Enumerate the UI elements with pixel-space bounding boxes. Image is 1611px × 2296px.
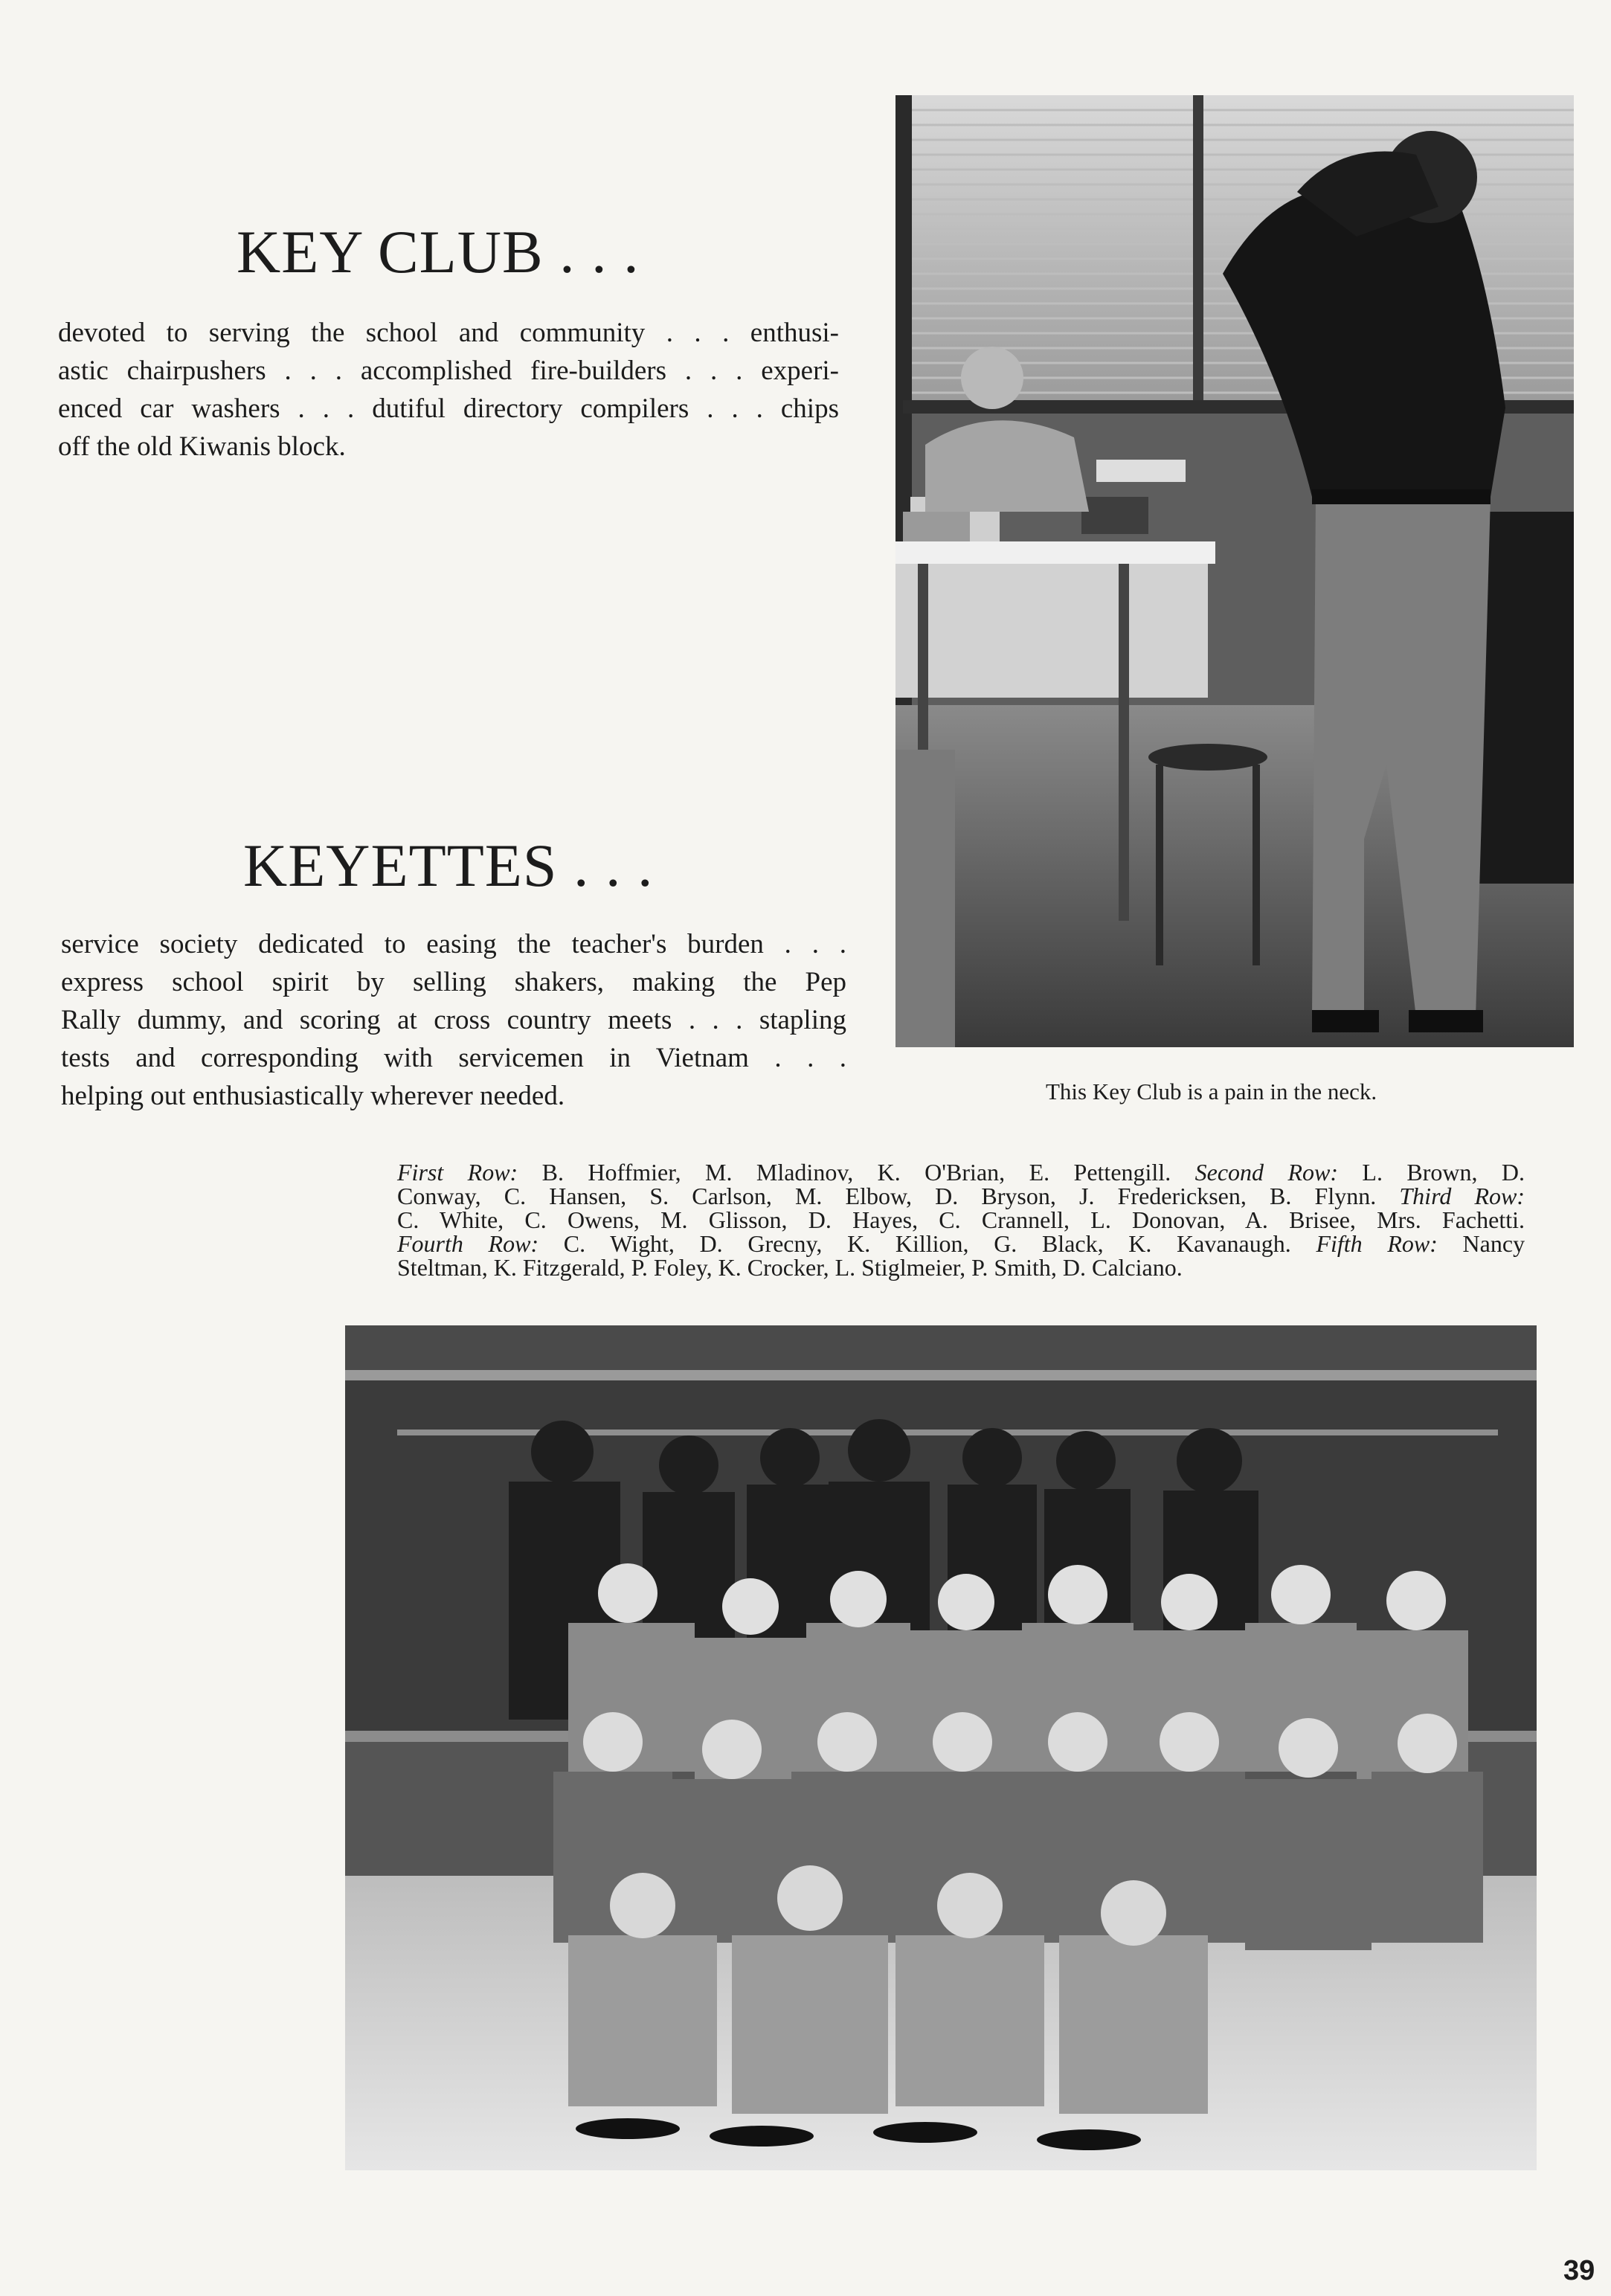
keyettes-line: helping out enthusiastically wherever needed. xyxy=(61,1081,565,1111)
roster-row-label: Second Row: xyxy=(1194,1159,1338,1186)
keyettes-line: Rally dummy, and scoring at cross country meets . . . stapling xyxy=(61,1005,846,1035)
roster-line: C. White, C. Owens, M. Glisson, D. Hayes, C. Crannell, L. Donovan, A. Brisee, Mrs. Fachetti. xyxy=(397,1206,1525,1233)
keyettes-group-photo xyxy=(345,1325,1537,2170)
keyclub-photo-image xyxy=(895,95,1574,1047)
page-number: 39 xyxy=(1563,2255,1595,2286)
roster-line xyxy=(397,1184,1525,1208)
keyettes-line: express school spirit by selling shakers, making the Pep xyxy=(61,967,846,997)
roster-row-label: Third Row: xyxy=(1399,1183,1525,1209)
roster-line xyxy=(397,1160,1525,1184)
keyettes-roster xyxy=(397,1160,1525,1279)
keyclub-line: devoted to serving the school and community . . . enthusi- xyxy=(58,318,839,348)
keyclub-line: enced car washers . . . dutiful directory compilers . . . chips xyxy=(58,393,839,424)
keyclub-photo-caption: This Key Club is a pain in the neck. xyxy=(1046,1078,1377,1104)
roster-line xyxy=(397,1232,1525,1255)
roster-row-label: Fourth Row: xyxy=(397,1230,539,1257)
keyclub-line: off the old Kiwanis block. xyxy=(58,431,346,462)
keyettes-line: service society dedicated to easing the teacher's burden . . . xyxy=(61,929,846,959)
roster-names: B. Hoffmier, M. Mladinov, K. O'Brian, E. Pettengill. xyxy=(541,1159,1171,1186)
roster-row-label: First Row: xyxy=(397,1159,518,1186)
keyettes-heading: KEYETTES . . . xyxy=(243,832,654,899)
keyclub-photo xyxy=(895,95,1574,1047)
keyclub-description xyxy=(58,314,839,466)
keyettes-group-photo-image xyxy=(345,1325,1537,2170)
roster-names: Nancy xyxy=(1462,1230,1525,1257)
roster-line: Steltman, K. Fitzgerald, P. Foley, K. Crocker, L. Stiglmeier, P. Smith, D. Calciano. xyxy=(397,1254,1183,1281)
roster-names: Conway, C. Hansen, S. Carlson, M. Elbow, D. Bryson, J. Fredericksen, B. Flynn. xyxy=(397,1183,1377,1209)
keyclub-line: astic chairpushers . . . accomplished fire-builders . . . experi- xyxy=(58,356,839,386)
roster-names: L. Brown, D. xyxy=(1362,1159,1525,1186)
roster-row-label: Fifth Row: xyxy=(1316,1230,1438,1257)
roster-names: C. Wight, D. Grecny, K. Killion, G. Black, K. Kavanaugh. xyxy=(563,1230,1291,1257)
keyclub-heading: KEY CLUB . . . xyxy=(237,218,640,286)
keyettes-description xyxy=(61,925,846,1115)
keyettes-line: tests and corresponding with servicemen in Vietnam . . . xyxy=(61,1043,846,1073)
